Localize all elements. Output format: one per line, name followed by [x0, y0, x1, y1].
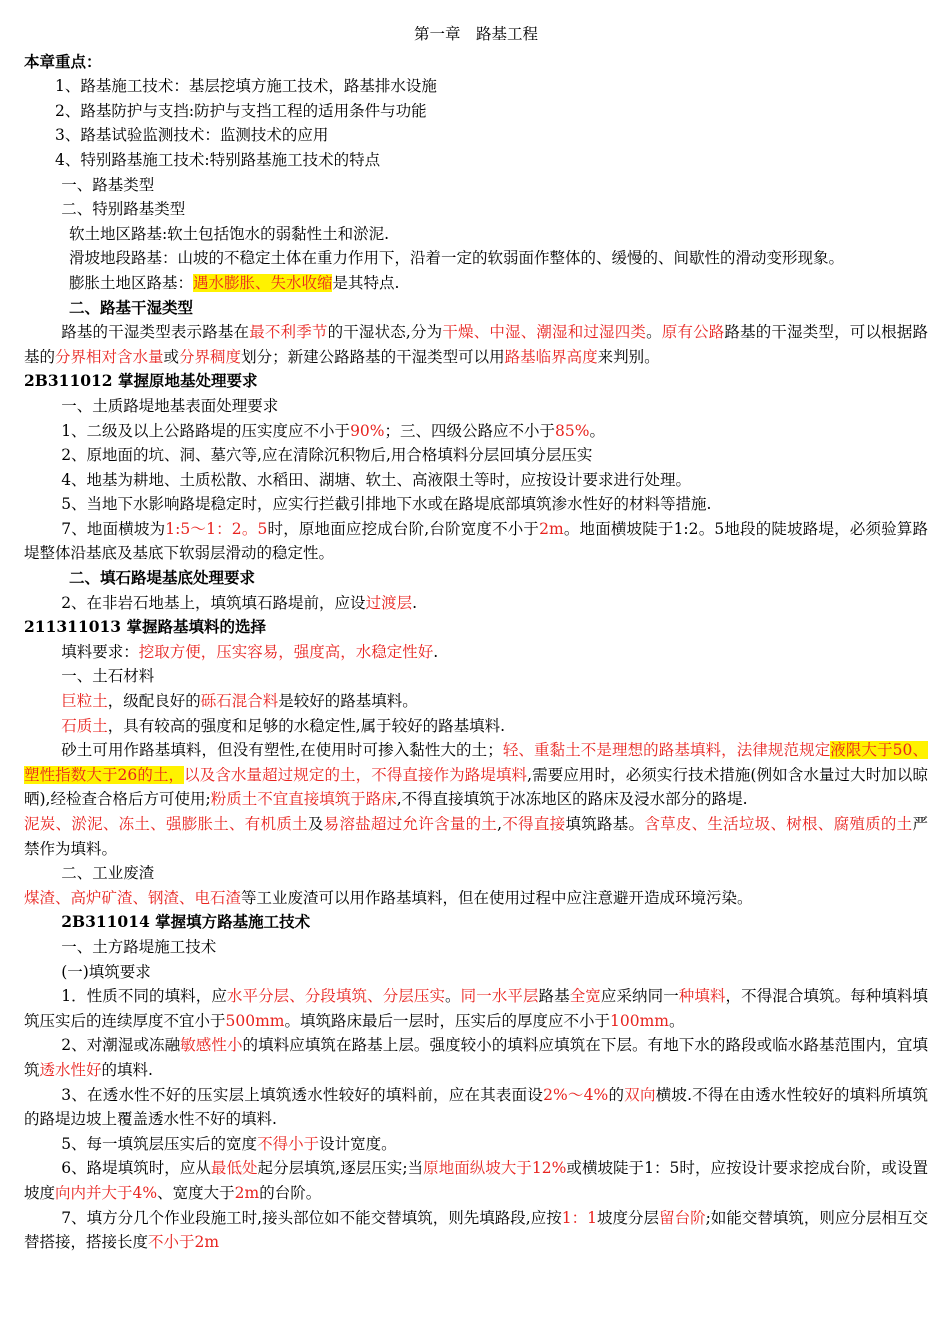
stony-soil: [24, 714, 928, 739]
red-phrase: 砾石混合料: [200, 692, 279, 711]
red-phrase: 向内并大于4%: [55, 1183, 158, 1202]
text-run: 等工业废渣可以用作路基填料，但在使用过程中应注意避开造成环境污染。: [241, 888, 753, 907]
red-phrase: 全宽: [569, 987, 601, 1006]
industrial-waste-paragraph: [24, 886, 928, 911]
text-run: ;如能交替填筑，则应分层相互交替搭接，搭接长度: [24, 1208, 928, 1252]
red-phrase: 巨粒土: [61, 692, 108, 711]
red-phrase: 1：1: [561, 1208, 598, 1227]
red-phrase: 不得直接: [502, 815, 566, 833]
text-run: 时，原地面应挖成台阶,台阶宽度不小于: [267, 519, 540, 538]
section-2b311012-heading: 2B311012 掌握原地基处理要求: [24, 371, 258, 391]
text-run: 是较好的路基填料。: [278, 692, 418, 711]
text-run: 严禁作为填料。: [24, 815, 928, 858]
red-phrase: 含草皮、生活垃圾、树根、腐殖质的土: [644, 815, 913, 833]
sandy-soil-paragraph: [24, 738, 928, 812]
prohibited-fill-paragraph: [24, 812, 928, 861]
text-run: 的填料.: [101, 1060, 153, 1079]
text-run: 的填料应填筑在路基上层。强度较小的填料应填筑在下层。有地下水的路段或临水路基范围内，宜填筑: [24, 1036, 928, 1079]
text-run: 。: [646, 323, 662, 342]
filling-rule-7: [24, 1206, 928, 1255]
red-phrase: 煤渣、高炉矿渣、钢渣、电石渣: [24, 888, 242, 907]
red-phrase: 2m: [539, 519, 564, 538]
text-run: 来判别。: [597, 347, 660, 366]
text-run: 膨胀土地区路基：: [68, 273, 193, 292]
key-point-3: 3、路基试验监测技术：监测技术的应用: [55, 126, 329, 145]
red-phrase: 易溶盐超过允许含量的土: [323, 815, 498, 833]
text-run: ,不得直接填筑于冰冻地区的路床及浸水部分的路堤.: [396, 790, 748, 809]
highlighted-phrase: 液限大于50、塑性指数大于26的土，: [24, 741, 928, 784]
foundation-treatment-heading: 一、土质路堤地基表面处理要求: [61, 396, 279, 415]
red-phrase: 干燥、中湿、潮湿和过湿四类: [442, 323, 647, 342]
earth-embankment-heading: 一、土方路堤施工技术: [61, 937, 217, 956]
red-phrase: 1:5～1：2。5: [165, 519, 268, 538]
red-phrase: 最不利季节: [249, 323, 328, 342]
giant-grain-soil: [24, 689, 928, 714]
filling-rule-5: [24, 1132, 928, 1157]
red-phrase: 不小于2m: [148, 1233, 220, 1252]
text-run: 填料要求：: [61, 642, 139, 661]
compaction-requirement: [24, 419, 928, 444]
red-phrase: 种填料: [678, 987, 726, 1006]
fill-requirement: [24, 640, 928, 665]
text-run: 、宽度大于: [157, 1183, 235, 1202]
text-run: 坡度分层: [597, 1208, 660, 1227]
filling-rule-2: [24, 1033, 928, 1082]
text-run: ，具有较高的强度和足够的水稳定性,属于较好的路基填料.: [107, 716, 506, 735]
text-run: 砂土可用作路基填料，但没有塑性,在使用时可掺入黏性大的土；: [61, 741, 503, 760]
red-phrase: 85%: [555, 421, 590, 440]
key-point-4: 4、特别路基施工技术:特别路基施工技术的特点: [55, 150, 381, 169]
text-run: 的干湿状态,分为: [327, 323, 443, 342]
filling-rule-6: [24, 1156, 928, 1205]
text-run: 设计宽度。: [319, 1134, 397, 1153]
text-run: 1、二级及以上公路路堤的压实度应不小于: [61, 421, 351, 440]
section-211311013-heading: 211311013 掌握路基填料的选择: [24, 617, 266, 637]
red-phrase: 分界相对含水量: [55, 347, 164, 366]
text-run: 。填筑路床最后一层时，压实后的厚度应不小于: [284, 1011, 611, 1030]
text-run: ，级配良好的: [107, 692, 201, 711]
rock-fill-paragraph: [24, 591, 928, 616]
text-run: 横坡.不得在由透水性较好的填料所填筑的路堤边坡上覆盖透水性不好的填料.: [24, 1085, 928, 1129]
text-run: 5、每一填筑层压实后的宽度: [61, 1134, 258, 1153]
industrial-waste-heading: 二、工业废渣: [61, 864, 155, 883]
text-run: 路基的干湿类型表示路基在: [61, 323, 250, 342]
red-phrase: 留台阶: [659, 1208, 706, 1227]
soft-soil-paragraph: 软土地区路基:软土包括饱水的弱黏性土和淤泥.: [68, 224, 390, 243]
red-phrase: 敏感性小: [180, 1036, 243, 1055]
red-phrase: 路基临界高度: [504, 347, 598, 366]
key-point-1: 1、路基施工技术：基层挖填方施工技术，路基排水设施: [55, 77, 437, 96]
text-run: 7、填方分几个作业段施工时,接头部位如不能交替填筑，则先填路段,应按: [61, 1208, 562, 1227]
text-run: 起分层填筑,逐层压实;当: [257, 1159, 424, 1178]
filling-rule-3: [24, 1083, 928, 1132]
red-phrase: 水平分层、分段填筑、分层压实: [226, 987, 446, 1006]
weak-foundation-requirement: 4、地基为耕地、土质松散、水稻田、湖塘、软土、高液限土等时，应按设计要求进行处理。: [61, 470, 692, 489]
text-run: ；三、四级公路应不小于: [384, 421, 556, 440]
text-run: 。: [445, 987, 461, 1006]
text-run: 的: [608, 1085, 625, 1104]
text-run: 的台阶。: [259, 1183, 322, 1202]
text-run: 或: [163, 347, 180, 366]
text-run: .: [412, 593, 418, 612]
red-phrase: 最低处: [210, 1159, 258, 1178]
red-phrase: 500mm: [225, 1011, 285, 1030]
text-run: 3、在透水性不好的压实层上填筑透水性较好的填料前，应在其表面设: [61, 1085, 544, 1104]
filling-rule-1: [24, 984, 928, 1033]
filling-requirements-heading: (一)填筑要求: [61, 962, 151, 981]
red-phrase: 2m: [234, 1183, 260, 1202]
text-run: ，不得混合填筑。每种填料填筑压实后的连续厚度不宜小于: [24, 987, 928, 1030]
red-phrase: 泥炭、淤泥、冻土、强膨胀土、有机质土: [24, 815, 308, 833]
text-run: 划分；新建公路路基的干湿类型可以用: [241, 347, 505, 366]
text-run: ,需要应用时，必须实行技术措施(例如含水量过大时加以晾晒),经检查合格后方可使用;: [24, 765, 928, 809]
text-run: 填筑路基。: [565, 815, 645, 833]
text-run: 及: [307, 815, 324, 833]
dry-wet-paragraph: [24, 320, 928, 369]
section-2b311014-heading: 2B311014 掌握填方路基施工技术: [61, 912, 311, 932]
key-point-2: 2、路基防护与支挡:防护与支挡工程的适用条件与功能: [55, 101, 427, 120]
dry-wet-heading: 二、路基干湿类型: [68, 297, 193, 317]
pit-backfill-requirement: 2、原地面的坑、洞、墓穴等,应在清除沉积物后,用合格填料分层回填分层压实: [61, 446, 593, 465]
red-phrase: 2%～4%: [543, 1085, 609, 1104]
soil-stone-heading: 一、土石材料: [61, 667, 155, 686]
text-run: 。地面横坡陡于1:2。5地段的陡坡路堤，必须验算路堤整体沿基底及基底下软弱层滑动的稳定性。: [24, 519, 928, 563]
red-phrase: 90%: [350, 421, 385, 440]
text-run: ,: [497, 815, 503, 833]
text-run: 1．性质不同的填料，应: [61, 987, 227, 1006]
red-phrase: 同一水平层: [460, 987, 539, 1006]
section-subgrade-types: 一、路基类型: [61, 175, 155, 194]
groundwater-requirement: 5、当地下水影响路堤稳定时，应实行拦截引排地下水或在路堤底部填筑渗水性好的材料等措施.: [61, 495, 712, 514]
highlighted-phrase: 遇水膨胀、失水收缩: [192, 273, 333, 292]
red-phrase: 分界稠度: [179, 347, 242, 366]
text-run: 2、对潮湿或冻融: [61, 1036, 181, 1055]
red-phrase: 不得小于: [257, 1134, 320, 1153]
expansive-soil-paragraph: [24, 271, 928, 296]
text-run: 。: [589, 421, 605, 440]
text-run: 路基: [538, 987, 570, 1006]
key-points-heading: 本章重点：: [24, 51, 102, 71]
chapter-title: 第一章 路基工程: [413, 25, 538, 43]
red-phrase: 以及含水量超过规定的土，不得直接作为路堤填料: [184, 765, 528, 784]
red-phrase: 原地面纵坡大于12%: [423, 1159, 567, 1178]
red-phrase: 双向: [624, 1085, 656, 1104]
red-phrase: 100mm: [610, 1011, 669, 1030]
red-phrase: 轻、重黏土不是理想的路基填料，法律规范规定: [502, 741, 831, 760]
text-run: 路基的干湿类型，可以根据路基的: [24, 323, 928, 366]
text-run: 6、路堤填筑时，应从: [61, 1159, 211, 1178]
text-run: 是其特点.: [332, 273, 400, 292]
text-run: .: [433, 642, 439, 661]
text-run: 。: [669, 1011, 685, 1030]
rock-fill-heading: 二、填石路堤基底处理要求: [68, 568, 255, 588]
red-phrase: 透水性好: [39, 1060, 102, 1079]
red-phrase: 石质土: [61, 716, 108, 735]
slope-step-requirement: [24, 517, 928, 566]
text-run: 应采纳同一: [600, 987, 679, 1006]
red-phrase: 原有公路: [661, 323, 725, 342]
red-phrase: 粉质土不宜直接填筑于路床: [210, 790, 397, 809]
red-phrase: 挖取方便，压实容易，强度高，水稳定性好: [138, 642, 434, 661]
red-phrase: 过渡层: [365, 593, 413, 612]
text-run: 7、地面横坡为: [61, 519, 166, 538]
text-run: 或横坡陡于1：5时，应按设计要求挖成台阶，或设置坡度: [24, 1159, 928, 1202]
section-special-subgrade-types: 二、特别路基类型: [61, 200, 186, 219]
text-run: 2、在非岩石地基上，填筑填石路堤前，应设: [61, 593, 366, 612]
landslide-paragraph: 滑坡地段路基：山坡的不稳定土体在重力作用下，沿着一定的软弱面作整体的、缓慢的、间歇性的滑动变形现象。: [68, 249, 844, 268]
